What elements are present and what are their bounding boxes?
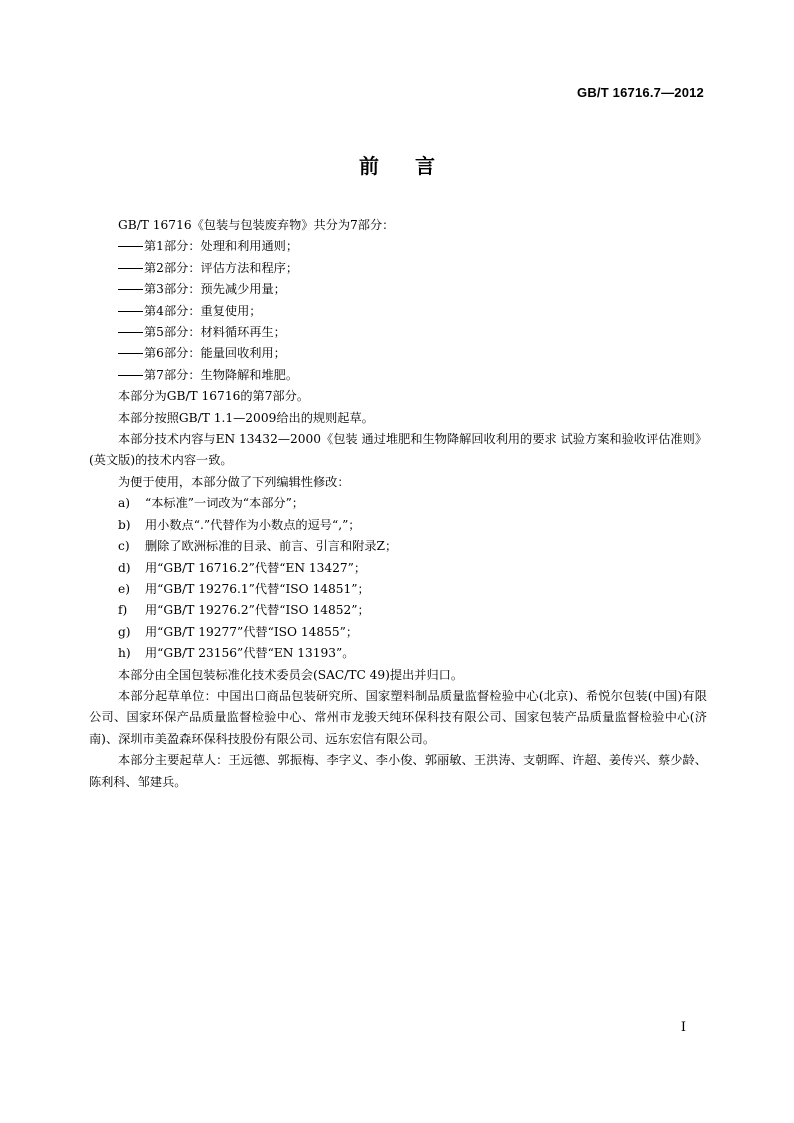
paragraph-proposer: 本部分由全国包装标准化技术委员会(SAC/TC 49)提出并归口。 [118,667,464,682]
edit-list-item [89,558,707,579]
dash-mark [118,289,143,290]
dash-mark [118,311,143,312]
edit-list-item [89,493,707,514]
paragraph-drafting-rules: 本部分按照GB/T 1.1—2009给出的规则起草。 [118,410,374,425]
part-list-item [89,301,707,322]
part-list-item [89,365,707,386]
dash-mark [118,375,143,376]
dash-mark [118,332,143,333]
part-text: 第6部分：能量回收利用； [144,346,286,361]
dash-mark [118,246,143,247]
edit-text: 用“GB/T 19276.1”代替“ISO 14851”； [145,581,370,596]
edit-label: e) [118,581,130,596]
part-list-item [89,279,707,300]
paragraph-drafters: 本部分主要起草人：王远德、郭振梅、李字义、李小俊、郭丽敏、王洪涛、支朝晖、许超、姜传兴、蔡少龄、陈利科、邹建兵。 [89,753,707,789]
edit-text: “本标准”一词改为“本部分”； [145,496,304,511]
edit-list-item [89,643,707,664]
title-char-2: 言 [415,154,435,178]
paragraph-technical-content: 本部分技术内容与EN 13432—2000《包装 通过堆肥和生物降解回收利用的要求 试验方案和验收评估准则》(英文版)的技术内容一致。 [89,432,707,468]
part-text: 第3部分：预先减少用量； [144,282,286,297]
standard-number: GB/T 16716.7—2012 [577,85,704,100]
part-list-item [89,258,707,279]
page-number: I [680,1020,686,1035]
edit-text: 用“GB/T 19277”代替“ISO 14855”； [145,624,359,639]
edit-text: 用“GB/T 16716.2”代替“EN 13427”； [145,560,367,575]
edit-list-item [89,622,707,643]
edit-text: 用“GB/T 19276.2”代替“ISO 14852”； [145,603,370,618]
edit-label: g) [118,624,131,639]
edit-label: d) [118,560,131,575]
dash-mark [118,353,143,354]
edit-label: c) [118,539,130,554]
page-title [0,150,794,179]
dash-mark [118,268,143,269]
edit-label: h) [118,646,131,661]
part-text: 第5部分：材料循环再生； [144,325,286,340]
title-char-1: 前 [359,154,379,178]
edit-list-item [89,536,707,557]
intro-paragraph: GB/T 16716《包装与包装废弃物》共分为7部分： [118,218,395,232]
part-text: 第1部分：处理和利用通则； [144,239,299,254]
edit-text: 用“GB/T 23156”代替“EN 13193”。 [145,646,355,661]
edit-list-item [89,579,707,600]
edit-label: b) [118,517,131,532]
part-list-item [89,343,707,364]
part-list-item [89,236,707,257]
edit-text: 用小数点“.”代替作为小数点的逗号“,”； [145,517,361,532]
edit-text: 删除了欧洲标准的目录、前言、引言和附录Z； [145,539,398,554]
edit-label: a) [118,496,131,511]
edit-list-item [89,515,707,536]
edit-label: f) [118,603,128,618]
document-body [89,215,707,793]
paragraph-editorial-changes: 为便于使用，本部分做了下列编辑性修改： [118,474,350,489]
part-list-item [89,322,707,343]
paragraph-part-number: 本部分为GB/T 16716的第7部分。 [118,389,310,404]
part-text: 第2部分：评估方法和程序； [144,260,299,275]
edit-list-item [89,600,707,621]
part-text: 第7部分：生物降解和堆肥。 [144,367,299,382]
paragraph-drafting-units: 本部分起草单位：中国出口商品包装研究所、国家塑料制品质量监督检验中心(北京)、希悦尔包装(中国)有限公司、国家环保产品质量监督检验中心、常州市龙骏天纯环保科技有限公司、国家包装产品质量监督检验中心(济南)、深圳市美盈森环保科技股份有限公司、远东宏信有限公司。 [89,688,707,746]
part-text: 第4部分：重复使用； [144,303,262,318]
